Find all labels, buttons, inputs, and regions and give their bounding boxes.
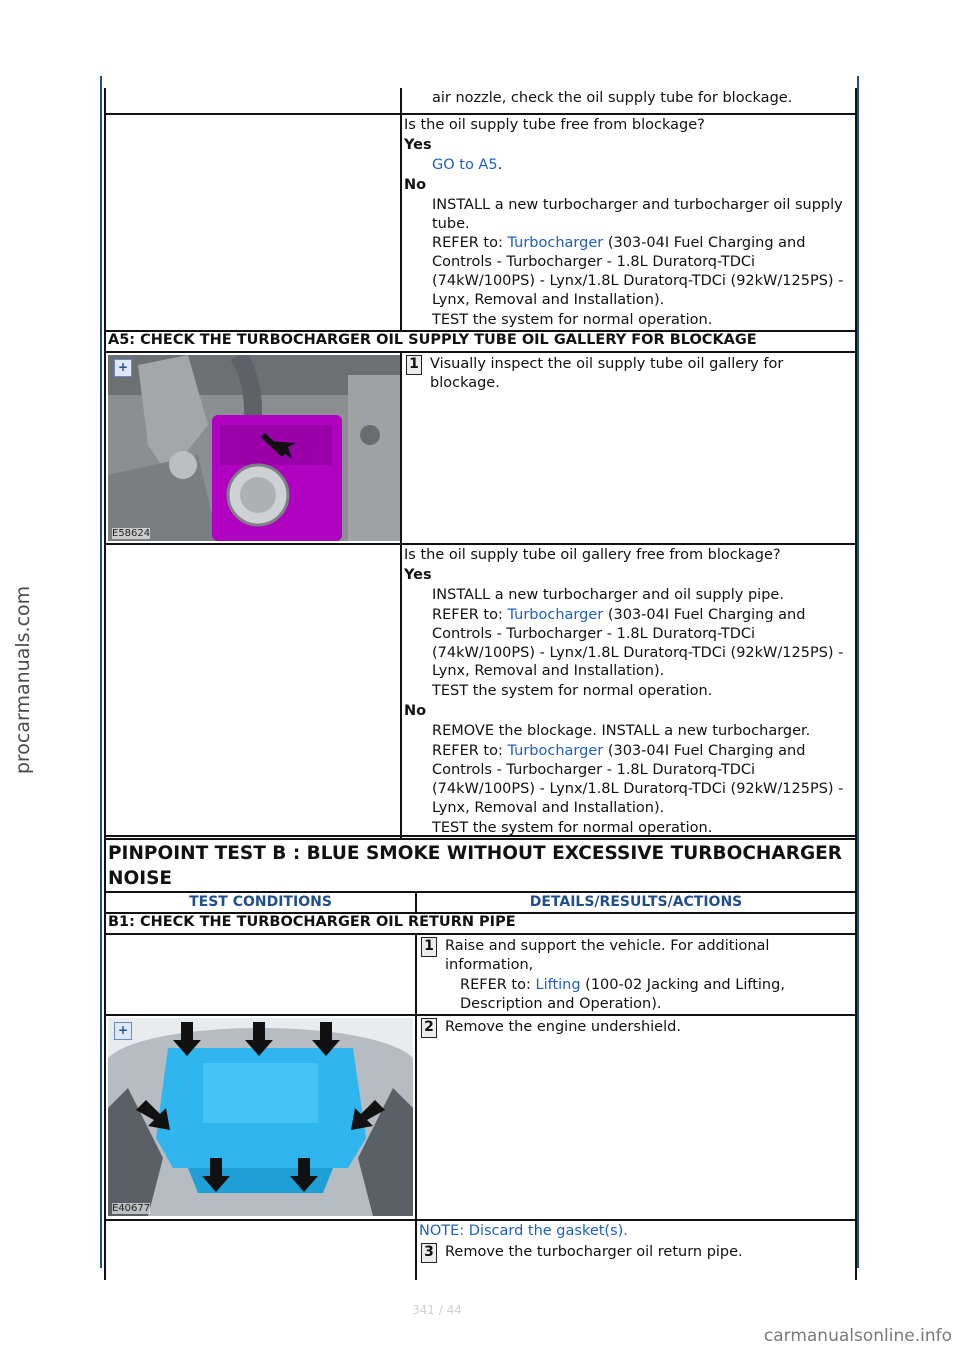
test-b-title-cell [105,836,856,892]
a5-result-cell [401,544,856,839]
no-label: No [404,703,427,720]
column-header-row [105,892,856,913]
lifting-link[interactable]: Lifting [535,976,581,993]
step-number-badge: 1 [421,937,437,957]
step-text: Raise and support the vehicle. For additional information, [445,938,770,973]
step-number-badge: 2 [421,1018,437,1038]
table-row [105,544,856,839]
a5-step-cell [401,352,856,544]
table-row [105,1015,856,1220]
left-margin-rule [100,88,102,1268]
details-cell: air nozzle, check the oil supply tube for blockage. [401,88,856,114]
table-row [105,114,856,331]
no-action: INSTALL a new turbocharger and turbocharger oil supply tube. [432,196,843,232]
page-title: PINPOINT TEST B : BLUE SMOKE WITHOUT EXCESSIVE TURBOCHARGER NOISE [108,843,843,889]
b1-image-cell [105,1015,416,1220]
no-action: REMOVE the blockage. INSTALL a new turbocharger. [432,723,811,740]
a5-header: A5: CHECK THE TURBOCHARGER OIL SUPPLY TUBE OIL GALLERY FOR BLOCKAGE [105,331,856,352]
note-text: NOTE: Discard the gasket(s). [419,1222,628,1239]
turbocharger-link[interactable]: Turbocharger [507,606,604,623]
zoom-icon[interactable]: + [114,359,132,377]
b1-step3-cell [416,1220,856,1280]
yes-action: INSTALL a new turbocharger and oil supply pipe. [432,586,784,603]
conditions-cell [105,114,401,331]
no-refer: REFER to: Turbocharger (303-04I Fuel Charging and Controls - Turbocharger - 1.8L Duratorq-TDCi (74kW/100PS) - Lynx/1.8L Duratorq-TDCi (92kW/125PS) - Lynx, Removal and Installation). [432,743,844,816]
pinpoint-test-a-table [104,88,857,840]
step-number-badge: 3 [421,1243,437,1263]
b1-step1-cell [416,934,856,1015]
table-row [105,331,856,352]
left-top-tick [100,76,102,88]
b1-step2-cell [416,1015,856,1220]
a4-result-cell [401,114,856,331]
turbocharger-link[interactable]: Turbocharger [507,743,604,760]
a4-question: Is the oil supply tube free from blockage? [404,117,705,133]
yes-label: Yes [404,566,432,583]
footer-watermark: carmanualsonline.info [763,1326,952,1346]
table-row [105,1220,856,1280]
sidebar-watermark: procarmanuals.com [12,585,34,775]
table-row [105,934,856,1015]
conditions-cell [105,544,401,839]
goto-a5-link[interactable]: GO to A5 [432,156,498,173]
column-header-details: DETAILS/RESULTS/ACTIONS [416,892,856,913]
oil-gallery-image [108,355,400,541]
right-margin-rule [857,88,859,1268]
turbocharger-link[interactable]: Turbocharger [507,235,604,252]
table-row [105,352,856,544]
table-row [105,88,856,114]
no-label: No [404,176,427,193]
undershield-image [108,1018,413,1216]
right-top-tick [857,76,859,88]
yes-label: Yes [404,136,432,153]
engine-oil-gallery-illustration [108,355,400,541]
zoom-icon[interactable]: + [114,1022,132,1040]
b1-header: B1: CHECK THE TURBOCHARGER OIL RETURN PIPE [105,913,856,934]
step-text: Remove the turbocharger oil return pipe. [445,1243,743,1260]
conditions-cell [105,934,416,1015]
a5-image-cell [105,352,401,544]
page-number: 341 / 44 [412,1303,462,1317]
step-text: Visually inspect the oil supply tube oil gallery for blockage. [430,355,784,391]
step-text: Remove the engine undershield. [445,1018,681,1035]
no-test: TEST the system for normal operation. [432,819,713,836]
pinpoint-test-b-table [104,835,857,1280]
no-refer: REFER to: Turbocharger (303-04I Fuel Charging and Controls - Turbocharger - 1.8L Duratorq-TDCi (74kW/100PS) - Lynx/1.8L Duratorq-TDCi (92kW/125PS) - Lynx, Removal and Installation). [432,235,844,309]
image-code: E58624 [112,527,151,539]
yes-refer: REFER to: Turbocharger (303-04I Fuel Charging and Controls - Turbocharger - 1.8L Duratorq-TDCi (74kW/100PS) - Lynx/1.8L Duratorq-TDCi (92kW/125PS) - Lynx, Removal and Installation). [432,606,844,680]
conditions-cell [105,88,401,114]
column-header-test-conditions: TEST CONDITIONS [105,892,416,913]
no-test: TEST the system for normal operation. [432,312,713,329]
lifting-refer: REFER to: Lifting (100-02 Jacking and Lifting, Description and Operation). [460,976,785,1012]
yes-test: TEST the system for normal operation. [432,683,713,700]
image-code: E40677 [112,1202,151,1214]
table-row [105,913,856,934]
step-number-badge: 1 [406,355,422,375]
conditions-cell [105,1220,416,1280]
yes-action: GO to A5. [432,156,503,173]
engine-undershield-illustration [108,1018,413,1216]
table-row [105,836,856,892]
a5-question: Is the oil supply tube oil gallery free from blockage? [404,546,781,563]
